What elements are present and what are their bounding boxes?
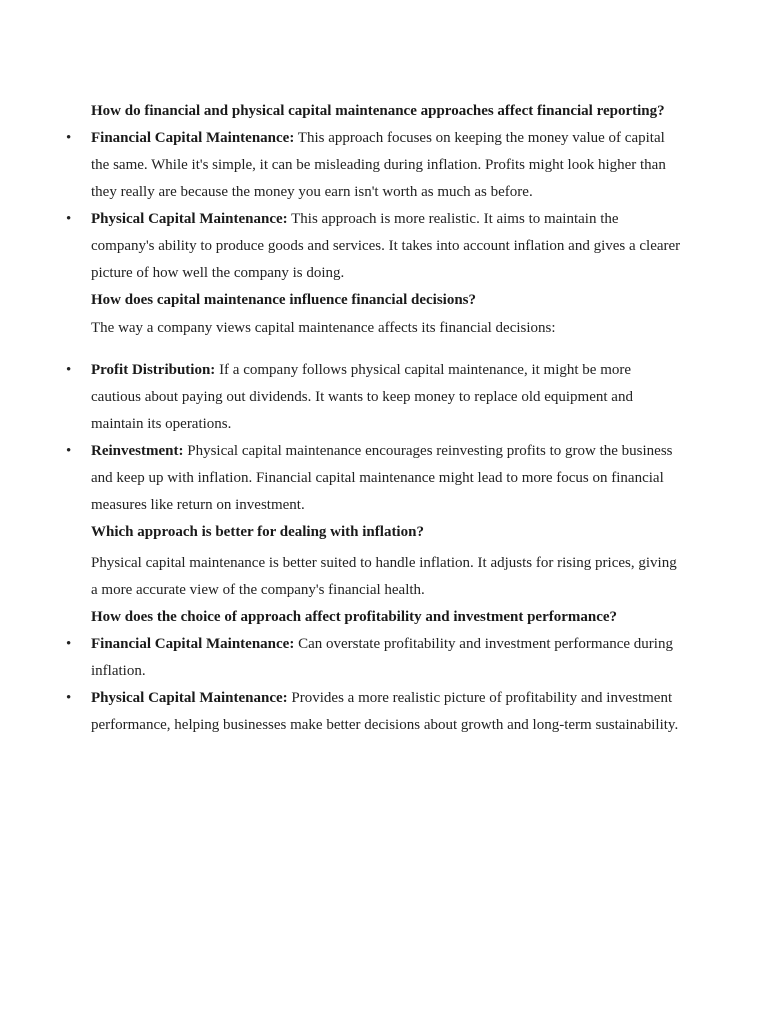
section-intro-decisions: The way a company views capital maintenance affects its financial decisions: [91,320,556,336]
list-item [66,357,681,438]
list-item [66,438,681,519]
bullet-icon: • [66,211,72,227]
bullet-text: Can overstate profitability and investment performance during inflation. [91,636,673,679]
bullet-term: Physical Capital Maintenance: [91,211,288,227]
bullet-text: Physical capital maintenance encourages reinvesting profits to grow the business and keep up with inflation. Financial capital maintenance might lead to more focus on financial measures like return on investment. [91,443,673,513]
section-heading-profitability: How does the choice of approach affect profitability and investment performance? [91,609,618,625]
bullet-icon: • [66,443,72,459]
bullet-list-reporting [66,125,681,287]
bullet-list-decisions [66,357,681,519]
bullet-term: Financial Capital Maintenance: [91,636,295,652]
bullet-text: Provides a more realistic picture of profitability and investment performance, helping businesses make better decisions about growth and long-term sustainability. [91,690,679,733]
section-intro-inflation: Physical capital maintenance is better suited to handle inflation. It adjusts for rising prices, giving a more accurate view of the company's financial health. [91,555,677,598]
section-heading-decisions: How does capital maintenance influence financial decisions? [91,292,477,308]
bullet-icon: • [66,690,72,706]
list-item [66,685,681,739]
document-body [66,98,681,739]
bullet-icon: • [66,362,72,378]
section-heading-reporting: How do financial and physical capital maintenance approaches affect financial reporting? [91,103,665,119]
section-heading-inflation: Which approach is better for dealing with inflation? [91,524,424,540]
list-item [66,631,681,685]
list-item [66,125,681,206]
bullet-term: Physical Capital Maintenance: [91,690,288,706]
bullet-text: If a company follows physical capital maintenance, it might be more cautious about paying out dividends. It wants to keep money to replace old equipment and maintain its operations. [91,362,633,432]
bullet-term: Reinvestment: [91,443,184,459]
bullet-icon: • [66,130,72,146]
bullet-icon: • [66,636,72,652]
bullet-list-profitability [66,631,681,739]
bullet-term: Profit Distribution: [91,362,216,378]
bullet-text: This approach is more realistic. It aims to maintain the company's ability to produce goods and services. It takes into account inflation and gives a clearer picture of how well the company is doing. [91,211,681,281]
bullet-text: This approach focuses on keeping the money value of capital the same. While it's simple, it can be misleading during inflation. Profits might look higher than they really are because the money you earn isn't worth as much as before. [91,130,666,200]
bullet-term: Financial Capital Maintenance: [91,130,295,146]
list-item [66,206,681,287]
